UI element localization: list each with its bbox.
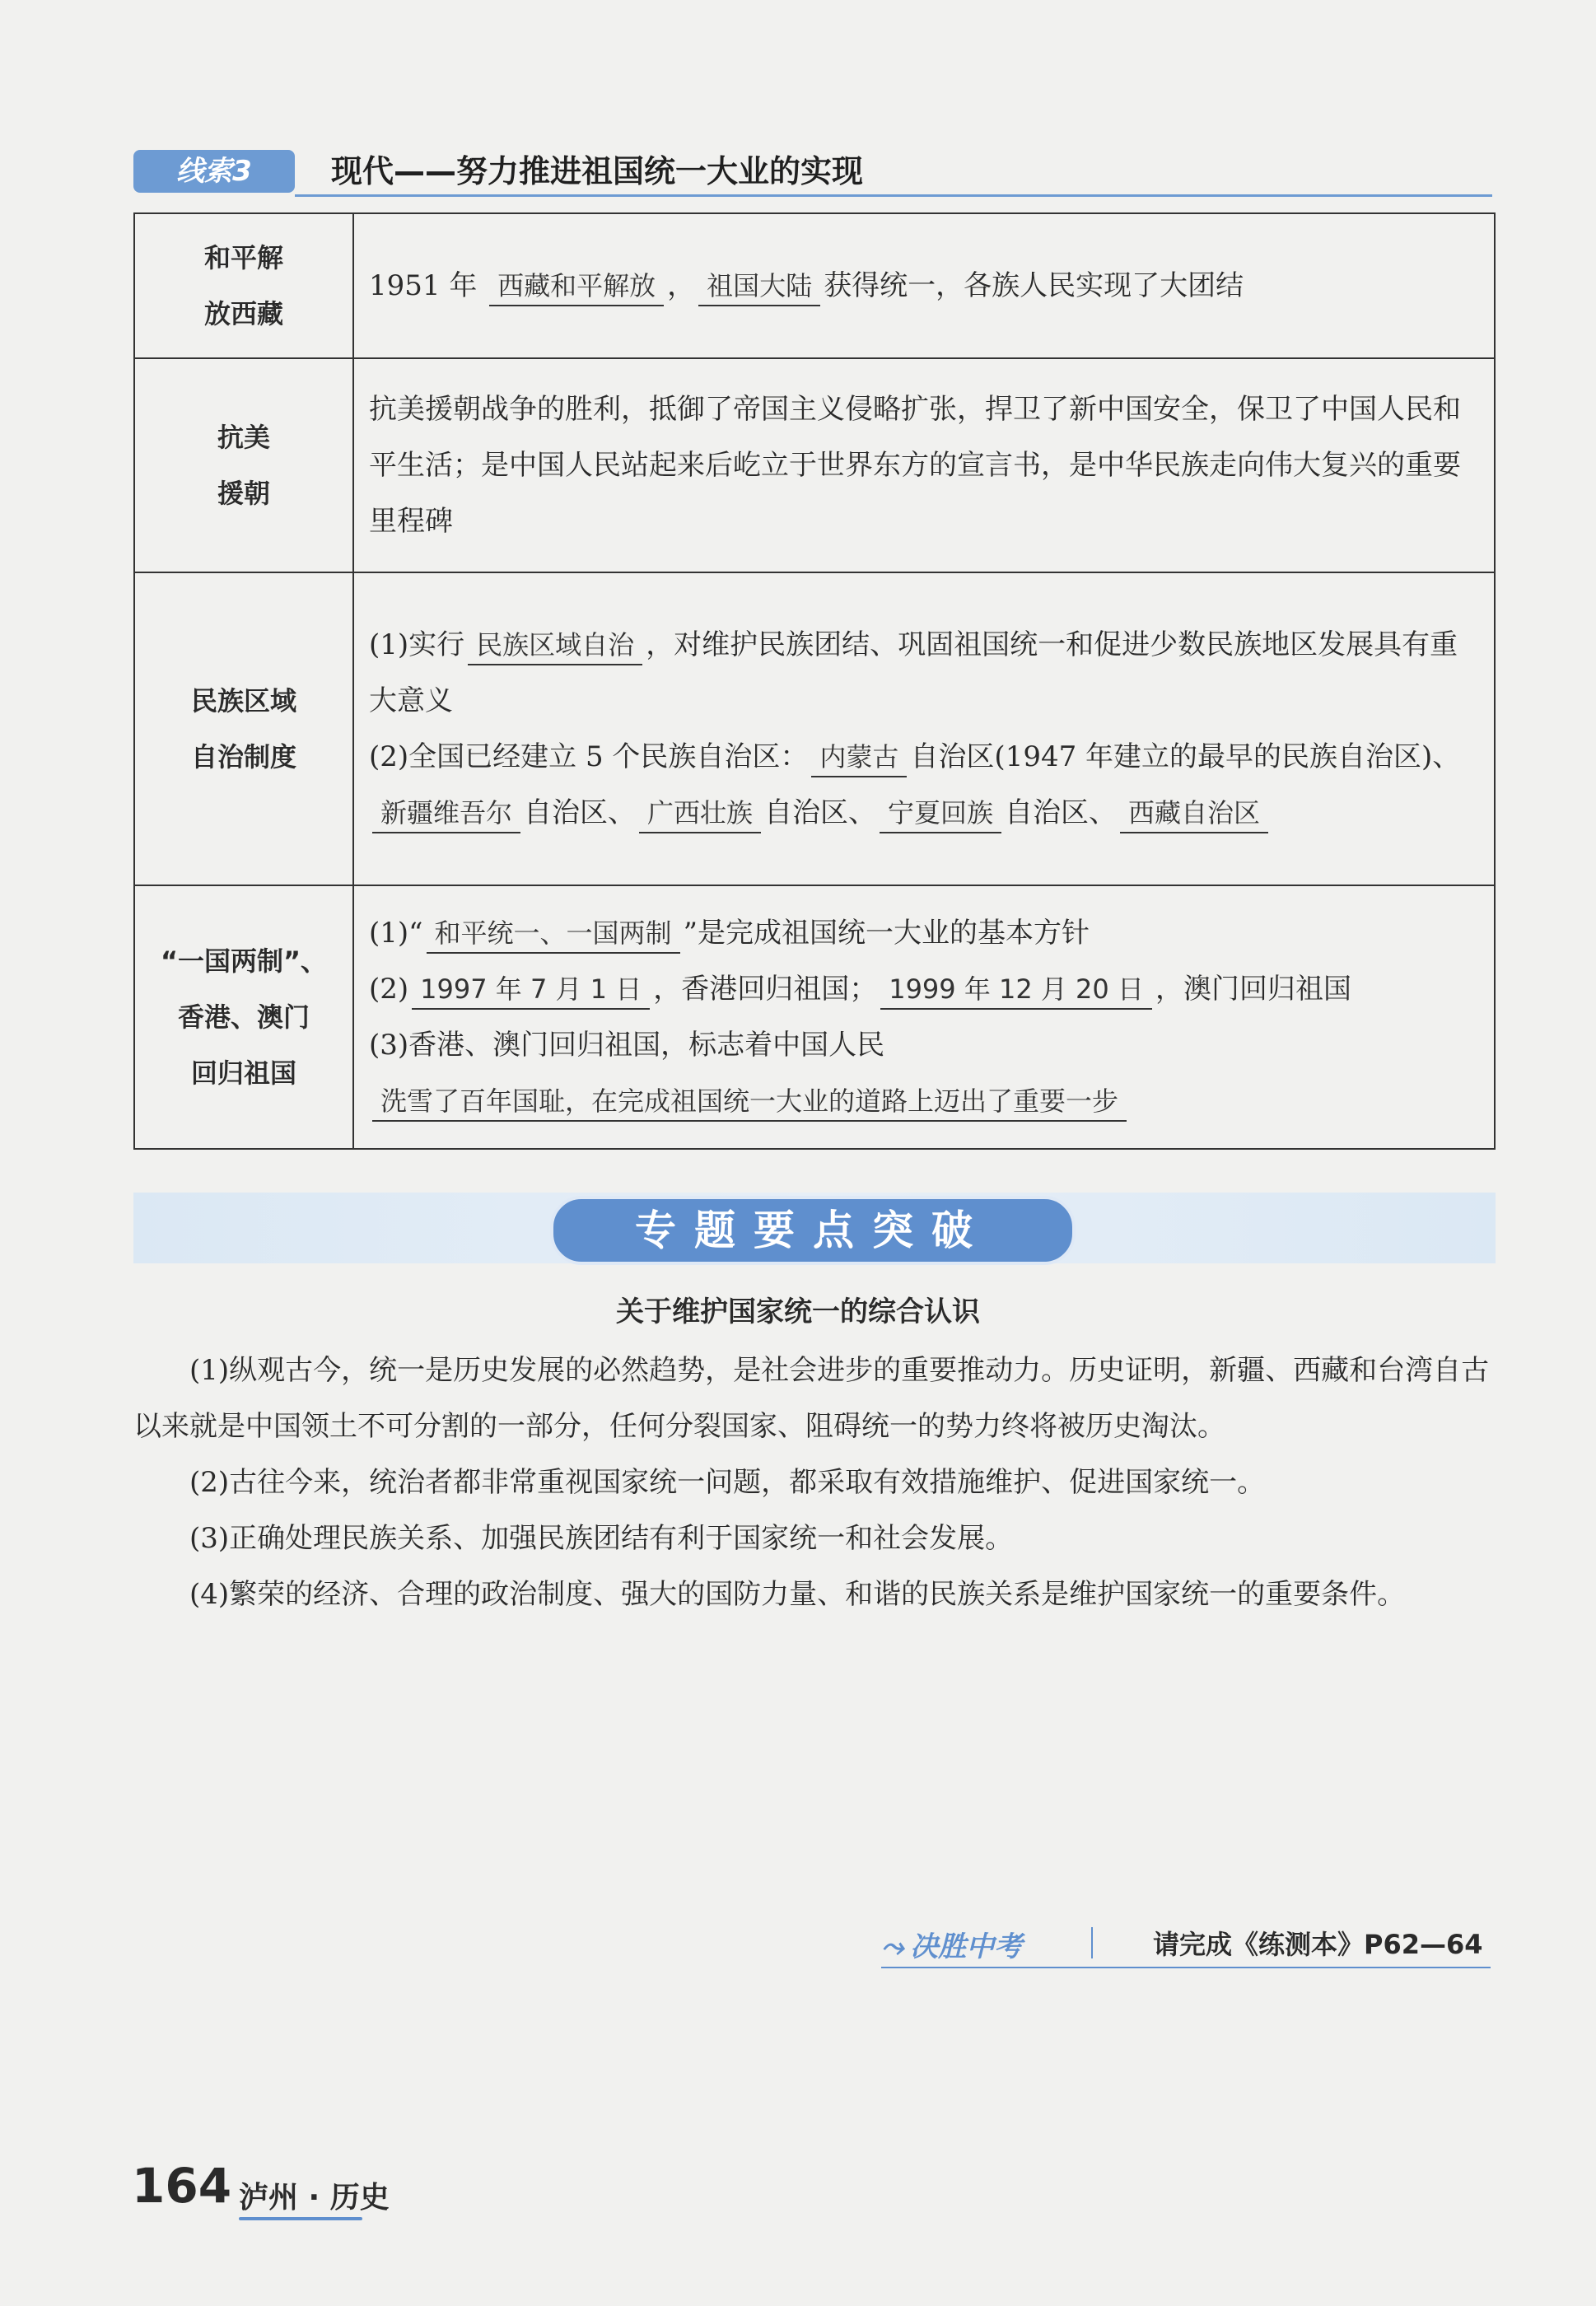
paragraph: (4)繁荣的经济、合理的政治制度、强大的国防力量、和谐的民族关系是维护国家统一的重要条件。 [189,1578,1406,1611]
practice-logo [881,1924,1022,1964]
row-heading-line: 自治制度 [190,741,296,773]
text: (2) [369,973,409,1006]
fill-blank-answer: 广西壮族 [639,794,761,833]
clue-badge: 线索3 [133,150,295,193]
table-row [134,885,1495,1149]
text: 1951 年 [369,269,478,302]
fill-blank-answer: 内蒙古 [811,738,907,777]
table-row [134,572,1495,885]
practice-instruction: 请完成《练测本》P62—64 [1153,1929,1483,1960]
row-heading-line: 援朝 [217,478,270,509]
text: (2)全国已经建立 5 个民族自治区： [369,740,809,773]
summary-table [133,212,1496,1150]
text: ， [667,269,696,302]
table-row [134,358,1495,572]
summary-paragraphs [133,1342,1496,1622]
text: (3)香港、澳门回归祖国，标志着中国人民 [369,1029,885,1062]
fill-blank-answer: 1999 年 12 月 20 日 [880,970,1152,1010]
text: ，对维护民族团结、巩固祖国统一和促进少数民族地区发展具有重大意义 [369,628,1458,717]
fill-blank-answer: 洗雪了百年国耻，在完成祖国统一大业的道路上迈出了重要一步 [372,1082,1127,1122]
row-content: 抗美援朝战争的胜利，抵御了帝国主义侵略扩张，捍卫了新中国安全，保卫了中国人民和平生活；是中国人民站起来后屹立于世界东方的宣言书，是中华民族走向伟大复兴的重要里程碑 [353,358,1495,572]
row-content [353,572,1495,885]
paragraph: (3)正确处理民族关系、加强民族团结有利于国家统一和社会发展。 [189,1522,1014,1555]
list-item [369,1017,1481,1129]
row-heading-line: 和平解 [203,242,283,273]
text: (1)实行 [369,628,465,661]
text: (1)“ [369,917,423,950]
fill-blank-answer: 和平统一、一国两制 [427,914,680,954]
row-heading [134,572,353,885]
fill-blank-answer: 民族区域自治 [468,626,642,665]
divider [881,1967,1491,1968]
row-heading-line: “一国两制”、 [160,945,328,977]
header-rule [295,194,1492,197]
practice-note [881,1919,1491,1977]
fill-blank-answer: 1997 年 7 月 1 日 [412,970,650,1010]
row-heading-line: 民族区域 [190,685,296,717]
row-heading [134,213,353,358]
fill-blank-answer: 新疆维吾尔 [372,794,520,833]
book-title: 泸州 · 历史 [239,2181,390,2215]
row-heading [134,358,353,572]
text: 自治区、 [524,796,637,829]
section-header [133,147,1492,199]
page-number: 164 [132,2158,232,2214]
row-heading-line: 回归祖国 [190,1057,296,1089]
list-item [369,961,1481,1017]
fill-blank-answer: 西藏自治区 [1120,794,1268,833]
paragraph: (2)古往今来，统治者都非常重视国家统一问题，都采取有效措施维护、促进国家统一。 [189,1466,1266,1499]
row-heading-line: 抗美 [217,422,270,453]
list-item [369,905,1481,961]
text: ”是完成祖国统一大业的基本方针 [683,917,1090,950]
paragraph: (1)纵观古今，统一是历史发展的必然趋势，是社会进步的重要推动力。历史证明，新疆、西藏和台湾自古以来就是中国领土不可分割的一部分，任何分裂国家、阻碍统一的势力终将被历史淘汰。 [133,1354,1490,1443]
divider [1091,1927,1093,1958]
divider [239,2217,362,2220]
runner-icon: ⤳ [881,1930,904,1963]
row-content [353,213,1495,358]
practice-logo-text: 决胜中考 [910,1930,1023,1963]
table-row [134,213,1495,358]
row-heading-line: 香港、澳门 [177,1001,310,1033]
text: 自治区(1947 年建立的最早的民族自治区)、 [910,740,1461,773]
fill-blank-answer: 祖国大陆 [698,267,820,306]
row-content [353,885,1495,1149]
section-title: 现代——努力推进祖国统一大业的实现 [331,153,864,189]
section-banner: 专题要点突破 [550,1196,1076,1265]
list-item [369,617,1481,729]
row-heading [134,885,353,1149]
text: 获得统一，各族人民实现了大团结 [824,269,1244,302]
text: ，澳门回归祖国 [1155,973,1351,1006]
text: ，香港回归祖国； [653,973,878,1006]
list-item [369,729,1481,841]
text: 自治区、 [764,796,877,829]
subheading: 关于维护国家统一的综合认识 [616,1295,980,1328]
text: 自治区、 [1005,796,1118,829]
row-heading-line: 放西藏 [203,298,283,329]
fill-blank-answer: 宁夏回族 [880,794,1001,833]
fill-blank-answer: 西藏和平解放 [489,267,664,306]
